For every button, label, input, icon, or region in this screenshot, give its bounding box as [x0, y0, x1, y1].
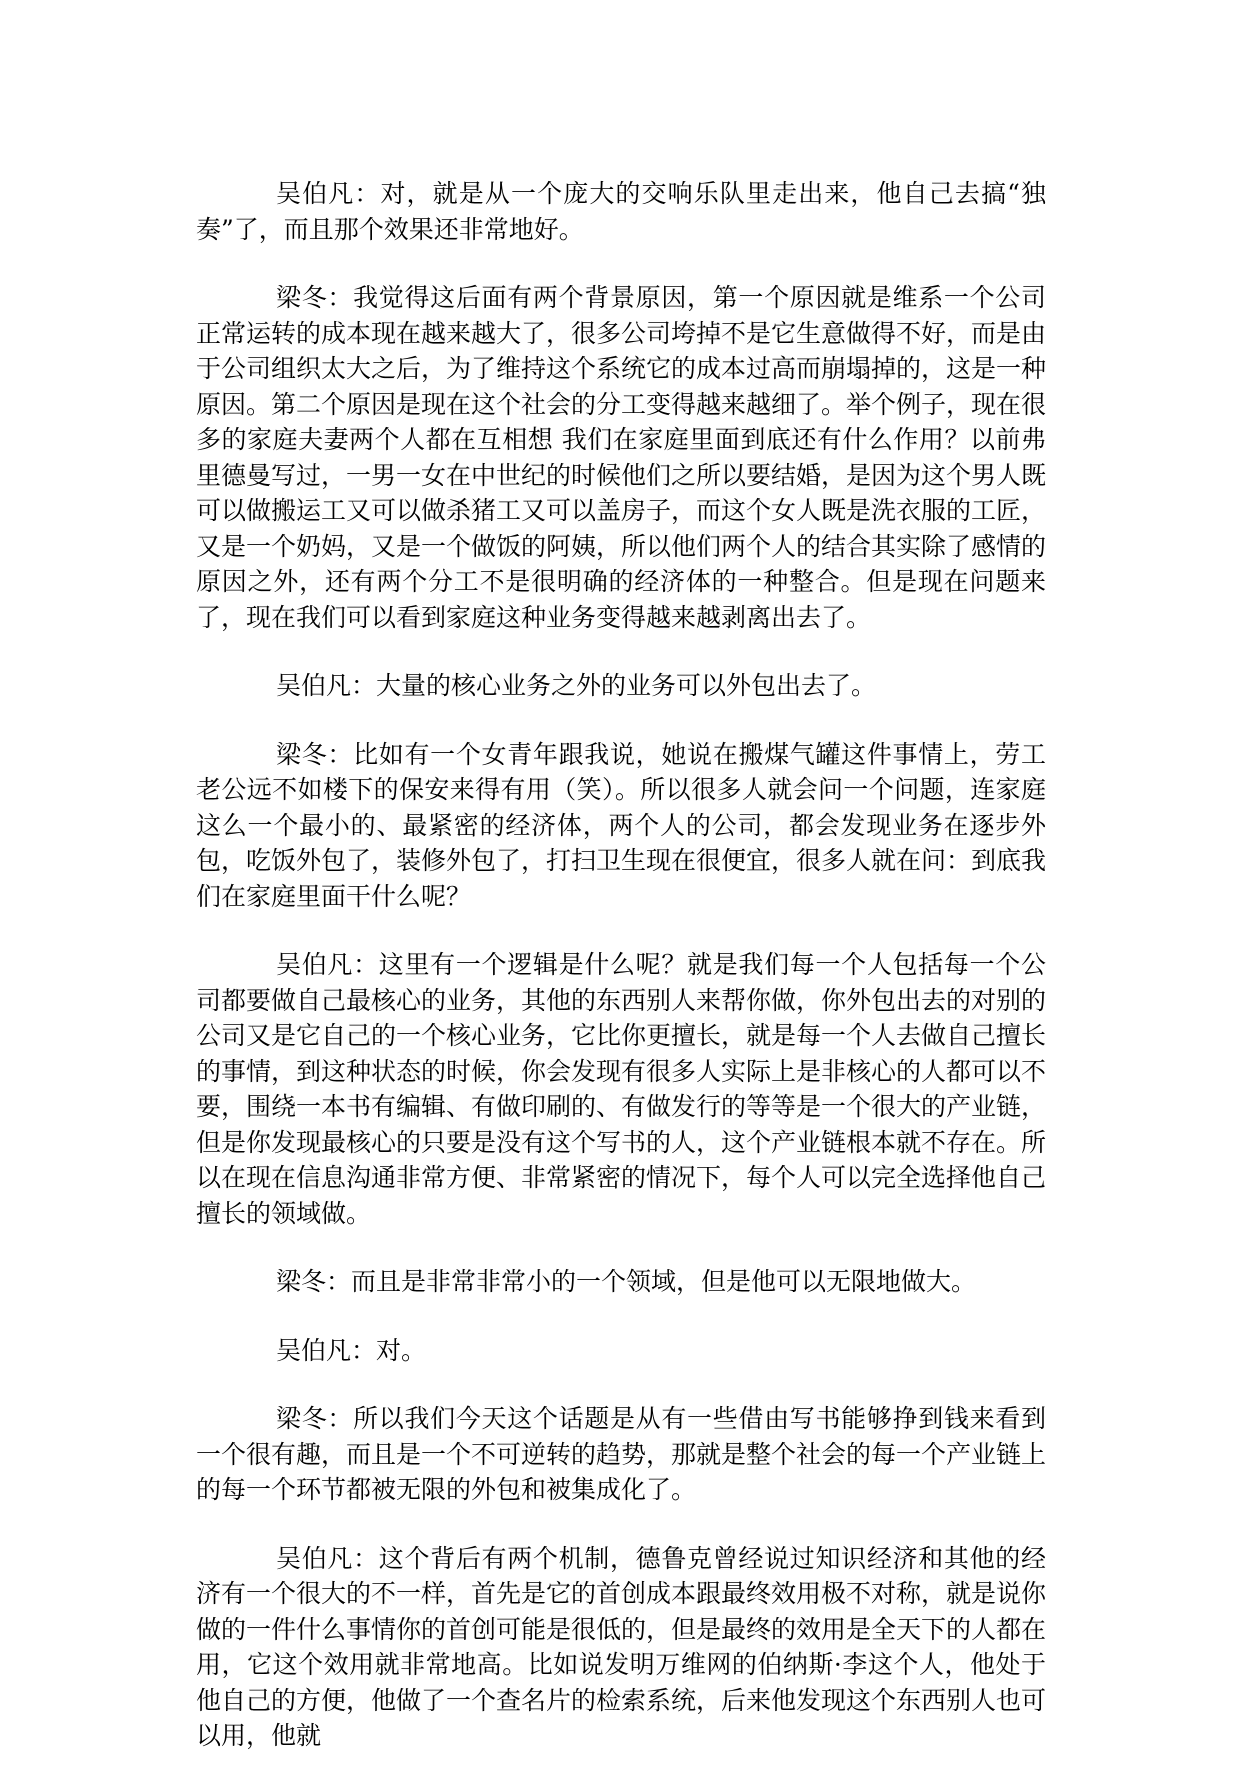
dialogue-paragraph-1: 吴伯凡：对，就是从一个庞大的交响乐队里走出来，他自己去搞“独奏”了，而且那个效果还非常地好。	[196, 179, 1046, 244]
dialogue-paragraph-3: 吴伯凡：大量的核心业务之外的业务可以外包出去了。	[276, 671, 877, 700]
dialogue-paragraph-8: 梁冬：所以我们今天这个话题是从有一些借由写书能够挣到钱来看到一个很有趣，而且是一个不可逆转的趋势，那就是整个社会的每一个产业链上的每一个环节都被无限的外包和被集成化了。	[196, 1404, 1047, 1504]
dialogue-paragraph-7: 吴伯凡：对。	[276, 1335, 427, 1365]
dialogue-paragraph-4: 梁冬：比如有一个女青年跟我说，她说在搬煤气罐这件事情上，劳工老公远不如楼下的保安来得有用（笑）。所以很多人就会问一个问题，连家庭这么一个最小的、最紧密的经济体，两个人的公司，都会发现业务在逐步外包，吃饭外包了，装修外包了，打扫卫生现在很便宜，很多人就在问：到底我们在家庭里面干什么呢？	[196, 739, 1047, 911]
dialogue-paragraph-6: 梁冬：而且是非常非常小的一个领域，但是他可以无限地做大。	[276, 1267, 977, 1296]
dialogue-paragraph-2: 梁冬：我觉得这后面有两个背景原因，第一个原因就是维系一个公司正常运转的成本现在越来越大了，很多公司垮掉不是它生意做得不好，而是由于公司组织太大之后，为了维持这个系统它的成本过高而崩塌掉的，这是一种原因。第二个原因是现在这个社会的分工变得越来越细了。举个例子，现在很多的家庭夫妻两个人都在互相想 我们在家庭里面到底还有什么作用？以前弗里德曼写过，一男一女在中世纪的时候他们之所以要结婚，是因为这个男人既可以做搬运工又可以做杀猪工又可以盖房子，而这个女人既是洗衣服的工匠，又是一个奶妈，又是一个做饭的阿姨，所以他们两个人的结合其实除了感情的原因之外，还有两个分工不是很明确的经济体的一种整合。但是现在问题来了，现在我们可以看到家庭这种业务变得越来越剥离出去了。	[196, 283, 1047, 632]
document-page	[196, 176, 1046, 1787]
dialogue-paragraph-9: 吴伯凡：这个背后有两个机制，德鲁克曾经说过知识经济和其他的经济有一个很大的不一样，首先是它的首创成本跟最终效用极不对称，就是说你做的一件什么事情你的首创可能是很低的，但是最终的效用是全天下的人都在用，它这个效用就非常地高。比如说发明万维网的伯纳斯·李这个人，他处于他自己的方便，他做了一个查名片的检索系统，后来他发现这个东西别人也可以用，他就	[196, 1543, 1047, 1750]
dialogue-paragraph-5: 吴伯凡：这里有一个逻辑是什么呢？就是我们每一个人包括每一个公司都要做自己最核心的业务，其他的东西别人来帮你做，你外包出去的对别的公司又是它自己的一个核心业务，它比你更擅长，就是每一个人去做自己擅长的事情，到这种状态的时候，你会发现有很多人实际上是非核心的人都可以不要，围绕一本书有编辑、有做印刷的、有做发行的等等是一个很大的产业链，但是你发现最核心的只要是没有这个写书的人，这个产业链根本就不存在。所以在现在信息沟通非常方便、非常紧密的情况下，每个人可以完全选择他自己擅长的领域做。	[196, 950, 1047, 1228]
